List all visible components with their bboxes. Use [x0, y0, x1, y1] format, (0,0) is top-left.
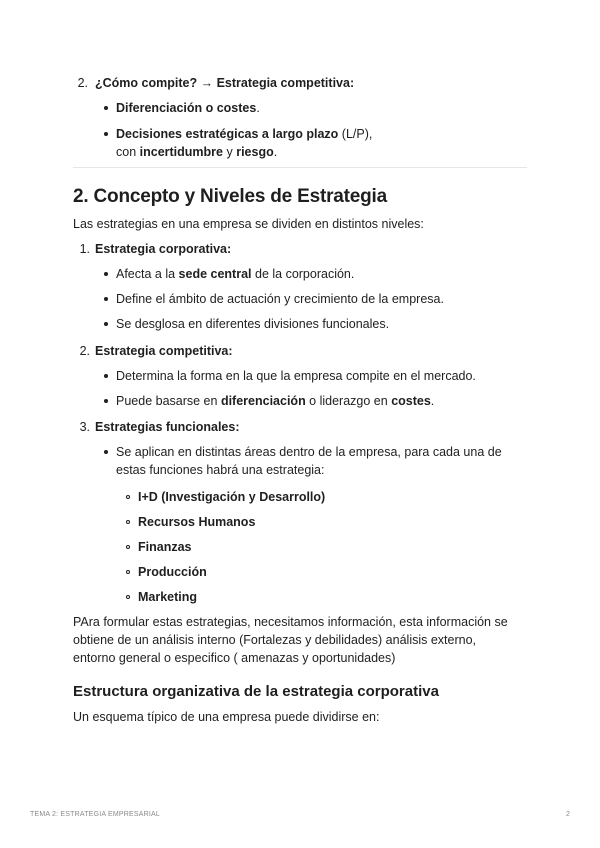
circle-bullet-icon: [126, 595, 130, 599]
bullet-text: Decisiones estratégicas a largo plazo (L/P),: [116, 127, 373, 141]
sub-item-text: I+D (Investigación y Desarrollo): [138, 490, 326, 504]
level-3-label: Estrategias funcionales:: [95, 420, 240, 434]
bullet-icon: [104, 297, 108, 301]
circle-bullet-icon: [126, 570, 130, 574]
list-number: 2.: [77, 76, 88, 90]
document-page: 2. ¿Cómo compite? → Estrategia competitiva: Diferenciación o costes. Decisiones estratégicas a largo plazo (L/P), con incertidumbre y riesgo. 2. Concepto y Niveles de Estrategia Las estrategias en una empresa se dividen en distintos niveles: 1. Estrategia corporativa: Afecta a la sede central de la corporación. Define el ámbito de actuación y crecimiento de la empresa. Se desglosa en diferentes divisiones funcionales. 2. Estrategia competitiva: Determina la forma en la que la empresa compite en el mercado. Puede basarse en diferenciación o liderazgo en costes. 3. Estrategias funcionales: Se aplican en distintas áreas dentro de la empresa, para cada una de estas funciones habrá una estrategia: I+D (Investigación y Desarrollo) Recursos Humanos Finanzas Producción Marketing PAra formular estas estrategias, necesitamos información, esta información se obtiene de un análisis interno (Fortalezas y debilidades) análisis externo, entorno general o especifico ( amenazas y oportunidades) Estructura organizativa de la estrategia corporativa Un esquema típico de una empresa puede dividirse en: TEMA 2: ESTRATEGIA EMPRESARIAL 2: [30, 76, 571, 818]
bullet-icon: [104, 399, 108, 403]
footer-title: TEMA 2: ESTRATEGIA EMPRESARIAL: [30, 811, 160, 818]
paragraph-line: obtiene de un análisis interno (Fortalezas y debilidades) análisis externo,: [73, 633, 477, 647]
bullet-text: Se aplican en distintas áreas dentro de la empresa, para cada una de: [116, 445, 502, 459]
paragraph-line: entorno general o especifico ( amenazas y oportunidades): [73, 651, 396, 665]
bullet-text: Define el ámbito de actuación y crecimiento de la empresa.: [116, 292, 444, 306]
level-1-label: Estrategia corporativa:: [95, 242, 232, 256]
circle-bullet-icon: [126, 545, 130, 549]
divider: [73, 167, 527, 168]
list-number: 1.: [79, 242, 90, 256]
sub-item-text: Finanzas: [138, 540, 192, 554]
circle-bullet-icon: [126, 495, 130, 499]
bullet-icon: [104, 132, 108, 136]
bullet-text-line2: estas funciones habrá una estrategia:: [116, 463, 325, 477]
level-2-label: Estrategia competitiva:: [95, 344, 233, 358]
page-number: 2: [566, 811, 571, 818]
circle-bullet-icon: [126, 520, 130, 524]
list-number: 2.: [79, 344, 90, 358]
list-number: 3.: [79, 420, 90, 434]
paragraph-line: PAra formular estas estrategias, necesitamos información, esta información se: [73, 615, 508, 629]
bullet-icon: [104, 322, 108, 326]
sub-item-text: Producción: [138, 565, 207, 579]
list-item-text: ¿Cómo compite? → Estrategia competitiva:: [95, 76, 355, 90]
bullet-text: Determina la forma en la que la empresa compite en el mercado.: [116, 369, 476, 383]
bullet-icon: [104, 272, 108, 276]
sub-item-text: Recursos Humanos: [138, 515, 256, 529]
bullet-text: Afecta a la sede central de la corporación.: [116, 267, 355, 281]
bullet-icon: [104, 374, 108, 378]
bullet-text: Diferenciación o costes.: [116, 101, 260, 115]
bullet-icon: [104, 450, 108, 454]
bullet-text-line2: con incertidumbre y riesgo.: [116, 145, 278, 159]
sub-item-text: Marketing: [138, 590, 198, 604]
bullet-icon: [104, 106, 108, 110]
bullet-text: Se desglosa en diferentes divisiones funcionales.: [116, 317, 390, 331]
bullet-text: Puede basarse en diferenciación o liderazgo en costes.: [116, 394, 435, 408]
